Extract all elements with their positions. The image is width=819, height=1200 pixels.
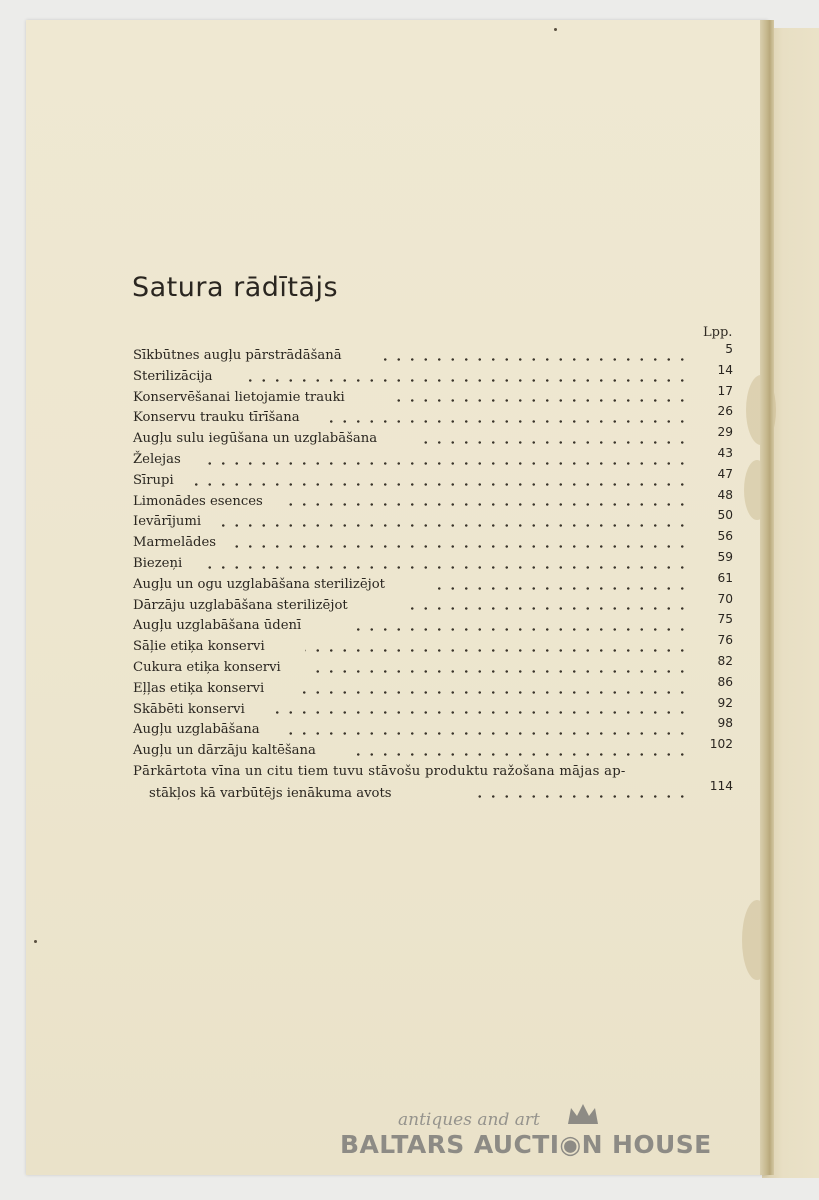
toc-entry-label: Limonādes esences	[133, 493, 263, 509]
toc-entry-page: 61	[717, 570, 733, 585]
toc-entry-label: Dārzāju uzglabāšana sterilizējot	[133, 597, 348, 613]
toc-entry	[133, 508, 733, 533]
toc-entry	[133, 487, 733, 513]
toc-entry-page: 76	[717, 633, 733, 648]
toc-entry-label: Konservu trauku tīrīšana	[133, 410, 300, 426]
toc-entry	[133, 737, 733, 762]
dot-leader	[373, 358, 689, 361]
toc-entry-label: Biezeņi	[133, 555, 183, 571]
toc-entry-label: Skābēti konservi	[133, 701, 245, 717]
watermark-tagline: antiques and art	[398, 1110, 540, 1130]
toc-entry-page: 17	[717, 383, 733, 398]
dot-leader	[391, 399, 689, 402]
toc-entry	[133, 425, 733, 450]
toc-entry-label: Sīrupi	[133, 472, 174, 488]
toc-entry-page: 98	[717, 716, 733, 731]
toc-entry-label: Sīkbūtnes augļu pārstrādāšanā	[133, 348, 342, 363]
toc-entry-page: 102	[709, 737, 733, 752]
toc-entry	[133, 445, 733, 471]
toc-entry-page: 70	[717, 591, 733, 606]
toc-entry-label: Ievārījumi	[133, 514, 202, 530]
toc-entry	[133, 674, 733, 700]
toc-entry-page: 43	[717, 445, 733, 460]
toc-entry	[133, 612, 733, 637]
paper-speck	[34, 940, 37, 943]
page-column-label: Lpp.	[703, 325, 733, 340]
toc-entry-label: Eļļas etiķa konservi	[133, 680, 265, 696]
toc-entry-page: 5	[725, 342, 733, 356]
toc-entry-label-line1: Pārkārtota vīna un citu tiem tuvu stāvošu produktu ražošana mājas ap-	[133, 763, 626, 779]
toc-entry-label: Želejas	[133, 451, 181, 467]
toc-entry	[133, 342, 733, 367]
watermark-brand: BALTARS AUCTI◉N HOUSE	[340, 1130, 712, 1159]
toc-entry	[133, 633, 733, 658]
dot-leader	[281, 503, 689, 506]
dot-leader	[241, 379, 689, 382]
toc-entry-page: 29	[717, 425, 733, 440]
toc-entry-label: Augļu sulu iegūšana un uzglabāšana	[133, 431, 378, 447]
toc-entry-label: Sterilizācija	[133, 368, 213, 384]
toc-entry	[133, 591, 733, 617]
toc-entry-label: Augļu un ogu uzglabāšana sterilizējot	[133, 576, 385, 592]
toc-entry-page: 86	[717, 674, 733, 689]
dot-leader	[418, 441, 689, 444]
dot-leader	[478, 795, 689, 798]
toc-entry-page: 50	[717, 508, 733, 523]
toc-entry-page: 56	[717, 529, 733, 544]
toc-entry	[133, 362, 733, 388]
toc-entry-page: 92	[717, 695, 733, 710]
toc-entry	[133, 695, 733, 721]
toc-entry-page: 14	[717, 362, 733, 377]
toc-entry	[133, 404, 733, 429]
toc-entry-label: Augļu uzglabāšana ūdenī	[133, 618, 302, 634]
dot-leader	[295, 691, 689, 694]
dot-leader	[273, 711, 689, 714]
dot-leader	[199, 566, 689, 569]
toc-entry	[133, 716, 733, 741]
dot-leader	[191, 483, 689, 486]
dot-leader	[328, 420, 689, 423]
dot-leader	[305, 649, 689, 652]
toc-entry	[133, 549, 733, 575]
dot-leader	[215, 524, 689, 527]
dot-leader	[428, 587, 689, 590]
toc-entry-page: 26	[717, 404, 733, 419]
dot-leader	[201, 462, 689, 465]
toc-entry-page: 82	[717, 653, 733, 668]
toc-entry	[133, 466, 733, 492]
toc-entry-multiline	[133, 762, 733, 806]
toc-entry-label: Marmelādes	[133, 535, 217, 551]
dot-leader	[401, 607, 689, 610]
dot-leader	[283, 732, 689, 735]
table-of-contents	[133, 342, 733, 806]
toc-entry-page: 114	[709, 778, 733, 793]
toc-entry-label-line2: stākļos kā varbūtējs ienākuma avots	[149, 785, 392, 801]
toc-entry	[133, 570, 733, 596]
book-spine	[760, 20, 774, 1175]
toc-entry	[133, 529, 733, 554]
toc-entry-label: Sāļie etiķa konservi	[133, 639, 265, 655]
toc-entry-page: 48	[717, 487, 733, 502]
toc-entry-label: Augļu uzglabāšana	[133, 722, 260, 738]
toc-entry-page: 75	[717, 612, 733, 627]
dot-leader	[313, 670, 689, 673]
dot-leader	[355, 753, 689, 756]
toc-entry-page: 59	[717, 549, 733, 564]
toc-entry	[133, 653, 733, 679]
toc-entry	[133, 383, 733, 409]
toc-entry-label: Augļu un dārzāju kaltēšana	[133, 743, 316, 759]
toc-title: Satura rādītājs	[132, 272, 339, 303]
toc-entry-page: 47	[717, 466, 733, 481]
paper-speck	[554, 28, 557, 31]
toc-entry-label: Cukura etiķa konservi	[133, 659, 281, 675]
toc-entry-label: Konservēšanai lietojamie trauki	[133, 389, 345, 405]
dot-leader	[351, 628, 689, 631]
dot-leader	[228, 545, 689, 548]
